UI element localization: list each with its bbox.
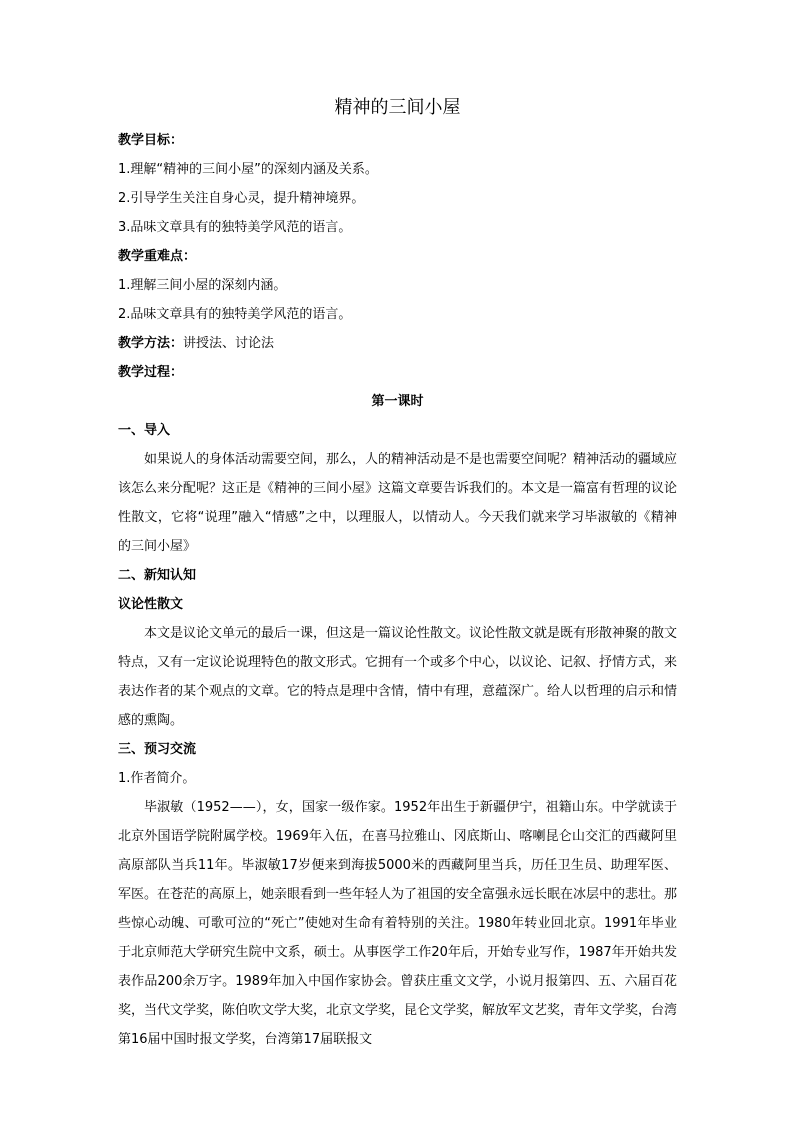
goal-item: 1.理解“精神的三间小屋”的深刻内涵及关系。 <box>118 162 378 177</box>
method-label: 教学方法： <box>118 336 184 351</box>
section3-paragraph: 毕淑敏（1952——），女，国家一级作家。1952年出生于新疆伊宁，祖籍山东。中学就读于北京外国语学院附属学校。1969年入伍，在喜马拉雅山、冈底斯山、喀喇昆仑山交汇的西藏阿里高原部队当兵11年。毕淑敏17岁便来到海拔5000米的西藏阿里当兵，历任卫生员、助理军医、军医。在苍茫的高原上，她亲眼看到一些年轻人为了祖国的安全富强永远长眠在冰层中的悲壮。那些惊心动魄、可歌可泣的“死亡”使她对生命有着特别的关注。1980年转业回北京。1991年毕业于北京师范大学研究生院中文系，硕士。从事医学工作20年后，开始专业写作，1987年开始共发表作品200余万字。1989年加入中国作家协会。曾获庄重文文学，小说月报第四、五、六届百花奖，当代文学奖，陈伯吹文学大奖，北京文学奖，昆仑文学奖，解放军文艺奖，青年文学奖，台湾第16届中国时报文学奖，台湾第17届联报文 <box>118 800 678 1047</box>
document-title: 精神的三间小屋 <box>334 97 461 118</box>
method-line <box>118 329 677 358</box>
goal-item: 3.品味文章具有的独特美学风范的语言。 <box>118 220 352 235</box>
section2-subheading: 议论性散文 <box>118 597 184 612</box>
key-point-item: 1.理解三间小屋的深刻内涵。 <box>118 278 287 293</box>
section1-paragraph: 如果说人的身体活动需要空间，那么，人的精神活动是不是也需要空间呢？精神活动的疆域应该怎么来分配呢？这正是《精神的三间小屋》这篇文章要告诉我们的。本文是一篇富有哲理的议论性散文，它将“说理”融入“情感”之中，以理服人，以情动人。今天我们就来学习毕淑敏的《精神的三间小屋》 <box>118 452 678 554</box>
section1-heading: 一、导入 <box>118 423 171 438</box>
section2-heading: 二、新知认知 <box>118 568 197 583</box>
section3-item: 1.作者简介。 <box>118 771 196 786</box>
key-points-heading: 教学重难点： <box>118 249 197 264</box>
goals-heading: 教学目标： <box>118 133 184 148</box>
process-heading: 教学过程： <box>118 365 184 380</box>
method-text: 讲授法、讨论法 <box>183 336 275 351</box>
lesson-heading: 第一课时 <box>371 394 424 409</box>
goal-item: 2.引导学生关注自身心灵，提升精神境界。 <box>118 191 365 206</box>
section2-paragraph: 本文是议论文单元的最后一课，但这是一篇议论性散文。议论性散文就是既有形散神聚的散文特点，又有一定议论说理特色的散文形式。它拥有一个或多个中心，以议论、记叙、抒情方式，来表达作者的某个观点的文章。它的特点是理中含情，情中有理，意蕴深广。给人以哲理的启示和情感的熏陶。 <box>118 626 678 728</box>
key-point-item: 2.品味文章具有的独特美学风范的语言。 <box>118 307 352 322</box>
section3-heading: 三、预习交流 <box>118 742 197 757</box>
